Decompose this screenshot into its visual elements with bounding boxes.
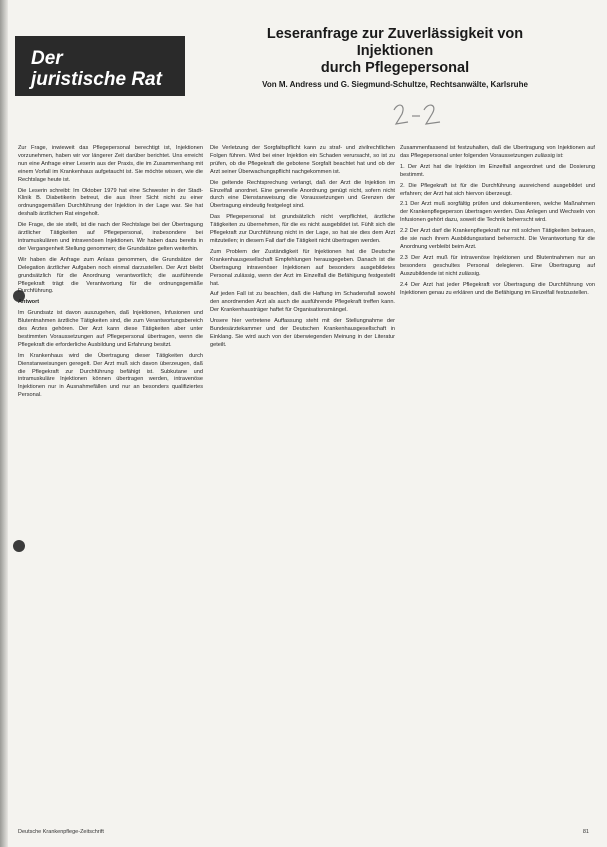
paragraph: Unsere hier vertretene Auffassung steht mit der Stellungnahme der Bundesärztekammer und der Deutschen Krankenhausgesellschaft in Einklang. Sie wird auch von der überwiegenden Meinung in der Literatur geteilt. bbox=[210, 318, 395, 348]
list-item: 2.1 Der Arzt muß sorgfältig prüfen und dokumentieren, welche Maßnahmen der Krankenpflegeperson übertragen werden. Das Anlegen und Wechseln von Infusionen gehört dazu, soweit die Technik beherrscht wird. bbox=[400, 201, 595, 224]
handwritten-mark bbox=[390, 100, 450, 130]
badge-line2: juristische Rat bbox=[31, 69, 162, 90]
journal-footer: Deutsche Krankenpflege-Zeitschrift bbox=[18, 829, 104, 835]
list-item: 1. Der Arzt hat die Injektion im Einzelfall angeordnet und die Dosierung bestimmt. bbox=[400, 163, 595, 178]
paragraph: Zusammenfassend ist festzuhalten, daß die Übertragung von Injektionen auf das Pflegepersonal unter folgenden Voraussetzungen zulässig ist: bbox=[400, 145, 595, 159]
paragraph: Die Verletzung der Sorgfaltspflicht kann zu straf- und zivilrechtlichen Folgen führen. Wird bei einer Injektion ein Schaden verursacht, so ist zu prüfen, ob die Pflegekraft die gebotene Sorgfalt beachtet hat und ob der Arzt seiner Überwachungspflicht nachgekommen ist. bbox=[210, 145, 395, 175]
list-item: 2.4 Der Arzt hat jeder Pflegekraft vor Übertragung die Durchführung von Injektionen genau zu erklären und die Befähigung im Einzelfall festzustellen. bbox=[400, 281, 595, 296]
badge-line1: Der bbox=[31, 48, 63, 69]
paragraph: Das Pflegepersonal ist grundsätzlich nicht verpflichtet, ärztliche Tätigkeiten zu übernehmen, für die es nicht ausgebildet ist. Fühlt sich die Pflegekraft zur Durchführung nicht in der Lage, so hat sie dies dem Arzt mitzuteilen; in diesem Fall darf die Tätigkeit nicht übertragen werden. bbox=[210, 214, 395, 244]
paragraph: Wir haben die Anfrage zum Anlass genommen, die Grundsätze der Delegation ärztlicher Aufgaben noch einmal darzustellen. Der Arzt bleibt grundsätzlich für die Anordnung verantwortlich; die ausführende Pflegekraft trägt die Verantwortung für die ordnungsgemäße Durchführung. bbox=[18, 256, 203, 295]
article-authors: Von M. Andress und G. Siegmund-Schultze, Rechtsanwälte, Karlsruhe bbox=[262, 80, 528, 89]
title-line2: durch Pflegepersonal bbox=[320, 60, 470, 76]
list-item: 2. Die Pflegekraft ist für die Durchführung ausreichend ausgebildet und erfahren; der Arzt hat sich hiervon überzeugt. bbox=[400, 182, 595, 197]
section-badge bbox=[15, 36, 185, 96]
section-heading: Antwort bbox=[18, 299, 40, 306]
text-column-2 bbox=[210, 145, 395, 825]
paragraph: Im Grundsatz ist davon auszugehen, daß Injektionen, Infusionen und Blutentnahmen ärztliche Tätigkeiten sind, die zum Verantwortungsbereich des Arztes gehören. Der Arzt kann diese Tätigkeiten aber unter bestimmten Voraussetzungen auf Pflegepersonal übertragen, wenn die Pflegekraft die erforderliche Ausbildung und Erfahrung besitzt. bbox=[18, 310, 203, 348]
list-item: 2.3 Der Arzt muß für intravenöse Injektionen und Blutentnahmen nur an besonders geschultes Personal delegieren. Eine Übertragung auf Auszubildende ist nicht zulässig. bbox=[400, 254, 595, 277]
paragraph: Im Krankenhaus wird die Übertragung dieser Tätigkeiten durch Dienstanweisungen geregelt. Der Arzt muß sich davon überzeugen, daß die Pflegekraft zur Durchführung befähigt ist. Subkutane und intramuskuläre Injektionen können übertragen werden, intravenöse Injektionen nur in Ausnahmefällen und nur an besonders qualifiziertes Personal. bbox=[18, 352, 203, 399]
text-column-3 bbox=[400, 145, 595, 825]
paragraph: Auf jeden Fall ist zu beachten, daß die Haftung im Schadensfall sowohl den anordnenden Arzt als auch die ausführende Pflegekraft treffen kann. Der Krankenhausträger haftet für Organisationsmängel. bbox=[210, 291, 395, 314]
paragraph: Zum Problem der Zuständigkeit für Injektionen hat die Deutsche Krankenhausgesellschaft Empfehlungen herausgegeben. Danach ist die Übertragung intravenöser Injektionen auf besonders ausgebildetes Personal zulässig, wenn der Arzt im Einzelfall die Befähigung festgestellt hat. bbox=[210, 248, 395, 287]
paragraph: Die Leserin schreibt: Im Oktober 1979 hat eine Schwester in der Stadt-Klinik B. Diabetikerin betreut, die aus ihrer Sicht nicht zu einer ordnungsgemäßen Durchführung der Injektion in der Lage war. Sie hat deshalb ärztlichen Rat eingeholt. bbox=[18, 187, 203, 218]
page-number: 81 bbox=[582, 829, 589, 835]
paragraph: Die geltende Rechtsprechung verlangt, daß der Arzt die Injektion im Einzelfall anordnet. Eine generelle Anordnung genügt nicht, sofern nicht durch eine Dienstanweisung die Voraussetzungen und Grenzen der Übertragung eindeutig festgelegt sind. bbox=[210, 179, 395, 210]
paragraph: Zur Frage, inwieweit das Pflegepersonal berechtigt ist, Injektionen vorzunehmen, haben wir vor längerer Zeit darüber berichtet. Uns erreicht nun eine Anfrage einer Leserin aus der Praxis, die im Zusammenhang mit einem Vorfall im Krankenhaus aufgetaucht ist. Sie möchte wissen, wie die Rechtslage heute ist. bbox=[18, 145, 203, 183]
list-item: 2.2 Der Arzt darf die Krankenpflegekraft nur mit solchen Tätigkeiten betrauen, die sie nach ihrem Ausbildungsstand beherrscht. Die Verantwortung für die Anordnung verbleibt beim Arzt. bbox=[400, 228, 595, 250]
title-line1: Leseranfrage zur Zuverlässigkeit von Injektionen bbox=[266, 26, 524, 59]
paragraph: Die Frage, die sie stellt, ist die nach der Rechtslage bei der Übertragung ärztlicher Tätigkeiten auf Pflegepersonal, insbesondere bei intramuskulären und intravenösen Injektionen. Wir haben dazu bereits in der Vergangenheit Stellung genommen; die Grundsätze gelten weiterhin. bbox=[18, 222, 203, 252]
article-title bbox=[230, 26, 560, 77]
text-column-1 bbox=[18, 145, 203, 825]
